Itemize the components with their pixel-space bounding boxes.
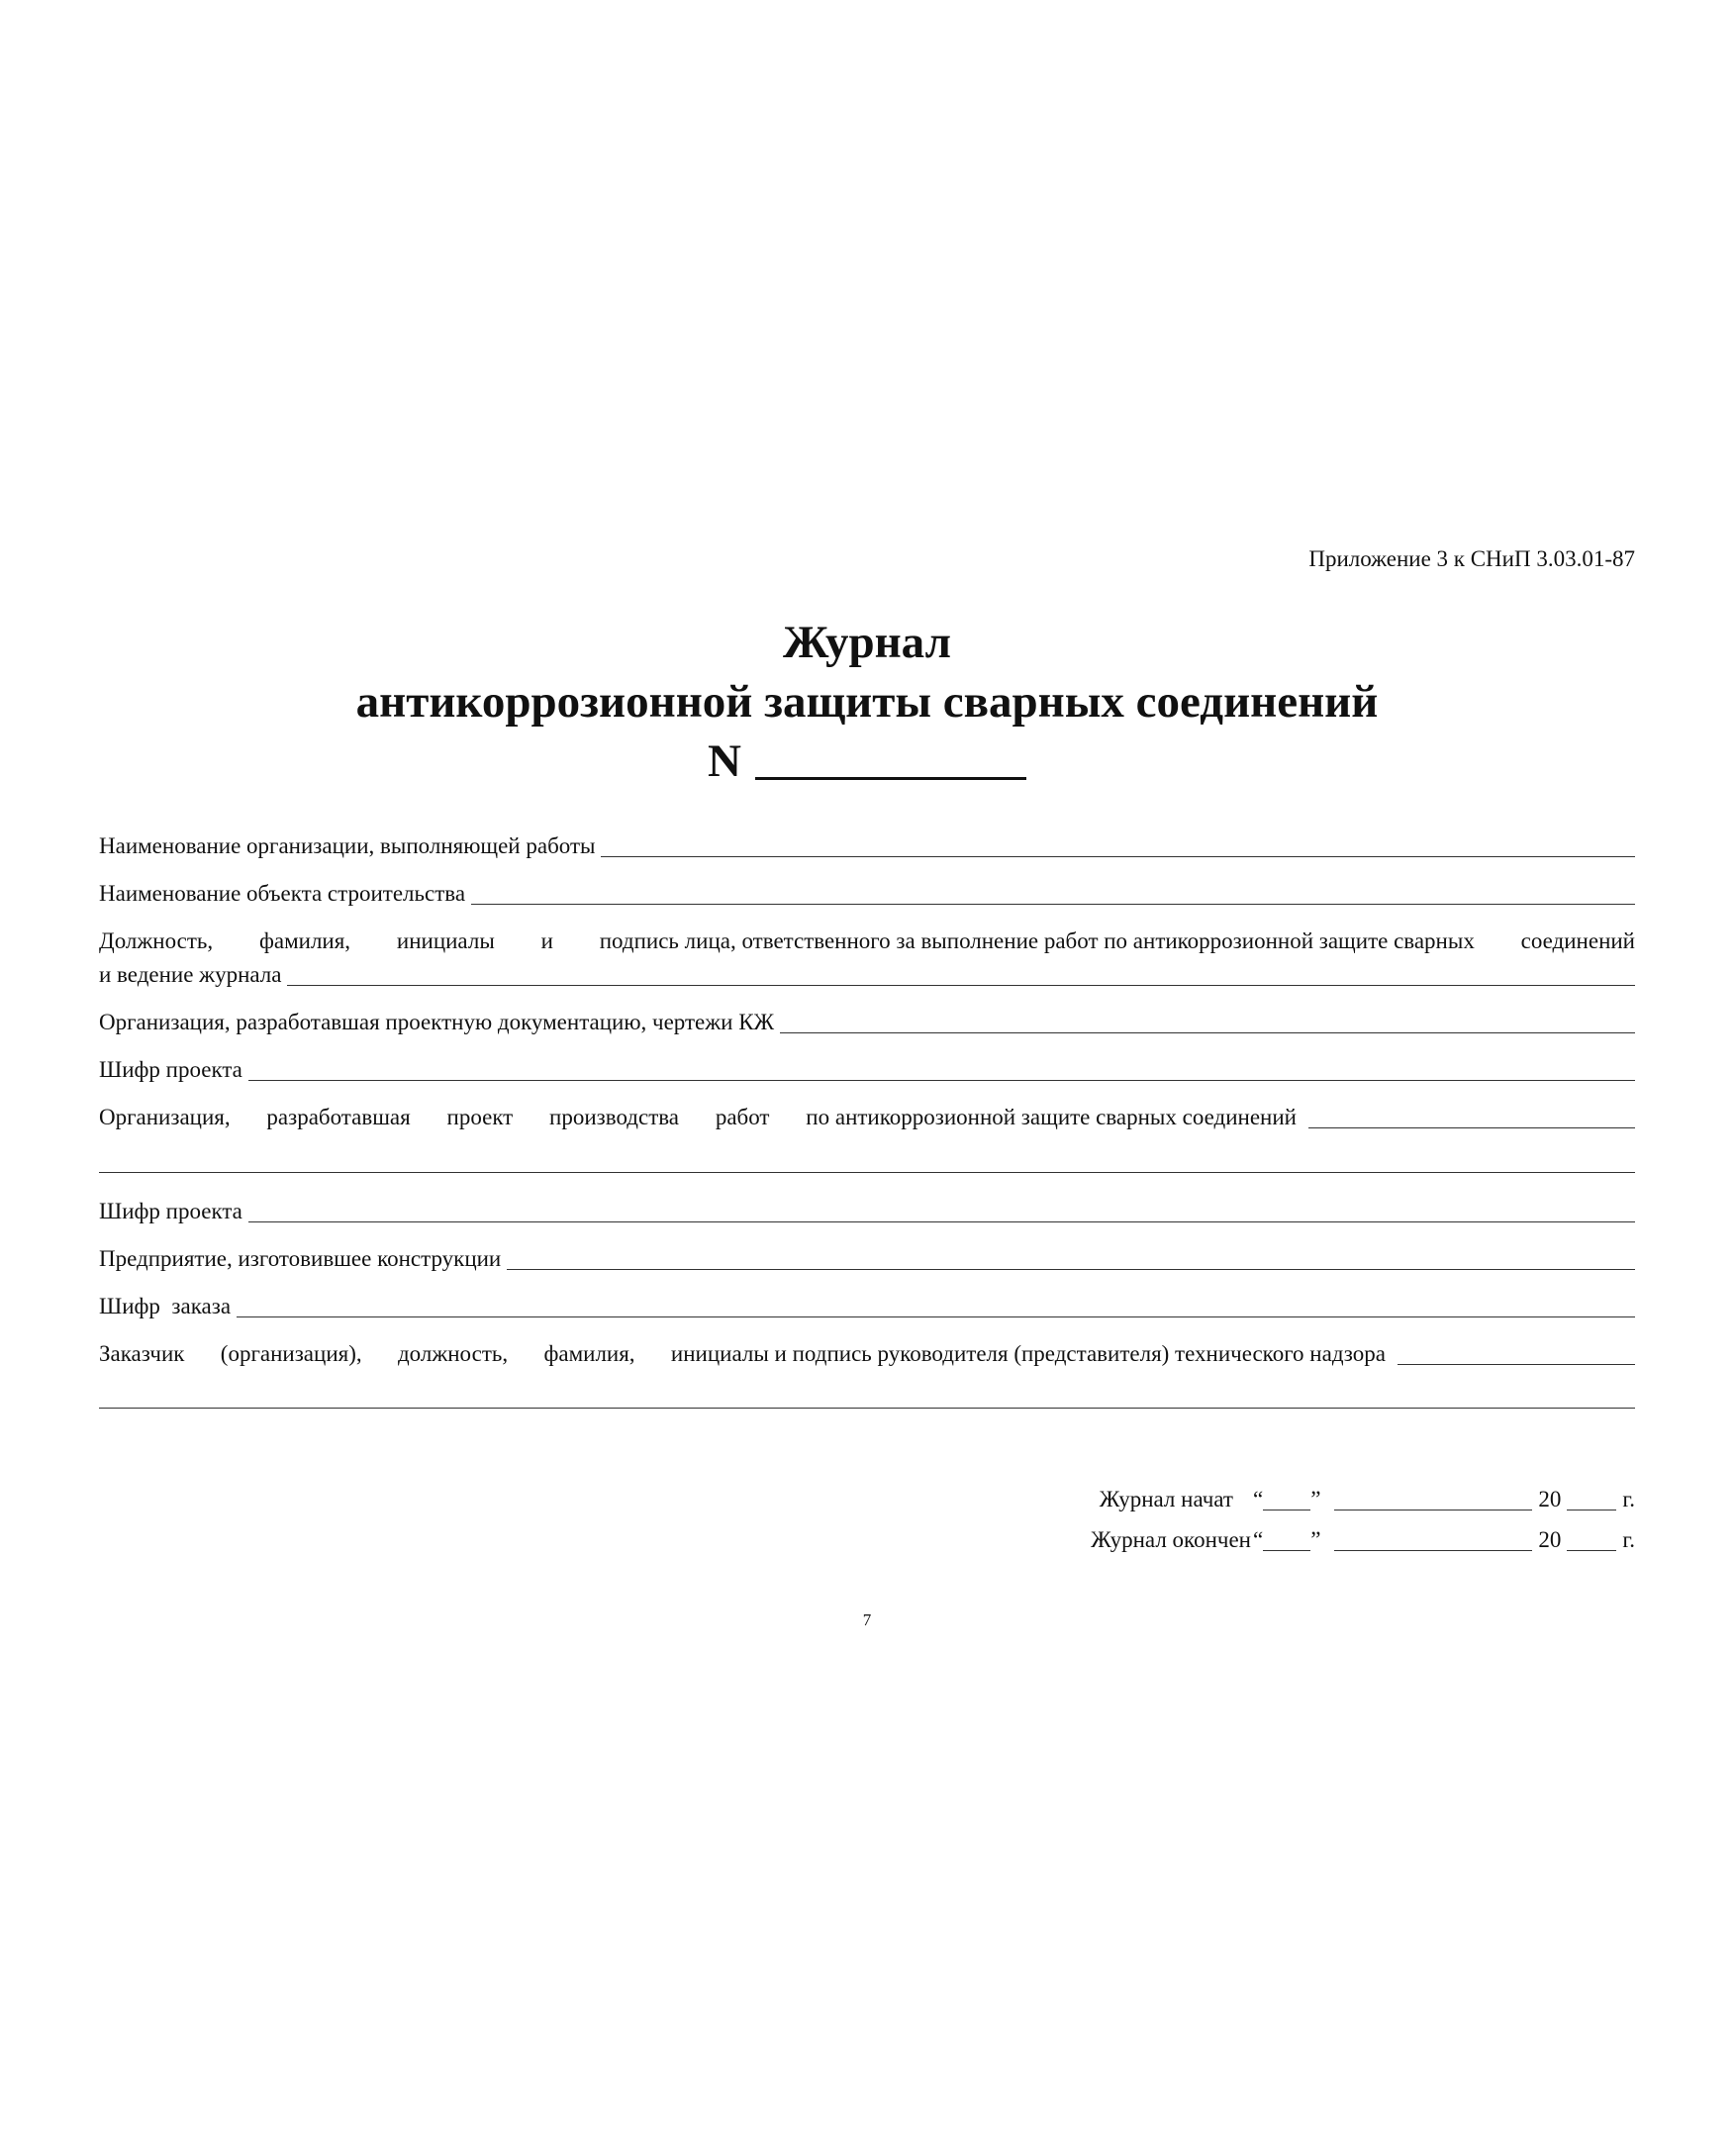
number-label: N: [708, 735, 741, 787]
field-responsible-line1: [99, 928, 1635, 954]
field-blank[interactable]: [287, 984, 1635, 986]
field-label: и ведение журнала: [99, 962, 282, 987]
field-object-name: [99, 881, 1635, 907]
year-blank[interactable]: [1567, 1509, 1616, 1511]
field-label: Предприятие, изготовившее конструкции: [99, 1246, 502, 1271]
field-project-code-1: [99, 1057, 1635, 1083]
field-blank[interactable]: [248, 1079, 1635, 1081]
number-blank[interactable]: [755, 737, 1026, 780]
field-label: Наименование организации, выполняющей работы: [99, 833, 596, 858]
field-label-word: инициалы и подпись руководителя (представителя) технического надзора: [670, 1341, 1386, 1366]
close-quote: ”: [1310, 1487, 1321, 1511]
field-blank[interactable]: [471, 903, 1635, 905]
field-label-word: подпись лица, ответственного за выполнение работ по антикоррозионной защите сварных: [599, 928, 1475, 953]
field-label: [99, 1105, 1308, 1130]
field-label: Организация, разработавшая проектную документацию, чертежи КЖ: [99, 1010, 775, 1034]
field-label-word: должность,: [397, 1341, 509, 1366]
century-label: 20: [1538, 1487, 1562, 1511]
year-suffix: г.: [1622, 1487, 1635, 1511]
field-label-word: фамилия,: [543, 1341, 635, 1366]
field-label: Шифр проекта: [99, 1057, 242, 1082]
field-label: Шифр проекта: [99, 1199, 242, 1223]
field-blank[interactable]: [248, 1220, 1635, 1222]
field-ppr-org: [99, 1105, 1635, 1130]
field-label-word: Заказчик: [99, 1341, 185, 1366]
century-label: 20: [1538, 1527, 1562, 1552]
day-blank[interactable]: [1263, 1549, 1310, 1551]
field-project-code-2: [99, 1199, 1635, 1224]
field-org-performer: [99, 833, 1635, 859]
journal-ended-label: Журнал окончен: [1091, 1527, 1251, 1552]
field-blank[interactable]: [237, 1316, 1635, 1317]
field-label-word: и: [540, 928, 553, 953]
field-customer: [99, 1341, 1635, 1367]
month-blank[interactable]: [1334, 1549, 1532, 1551]
day-blank[interactable]: [1263, 1509, 1310, 1511]
journal-subtitle: антикоррозионной защиты сварных соединений: [355, 676, 1379, 728]
field-blank[interactable]: [1398, 1363, 1635, 1365]
field-blank[interactable]: [1308, 1126, 1635, 1128]
field-label-word: (организация),: [220, 1341, 362, 1366]
field-label-word: Должность,: [99, 928, 214, 953]
year-suffix: г.: [1622, 1527, 1635, 1552]
field-blank[interactable]: [507, 1268, 1635, 1270]
open-quote: “: [1252, 1527, 1264, 1552]
journal-started-label: Журнал начат: [1099, 1487, 1233, 1511]
field-label-word: Организация,: [99, 1105, 231, 1129]
field-order-code: [99, 1294, 1635, 1319]
journal-started-row: [1100, 1487, 1635, 1512]
field-customer-extra-blank[interactable]: [99, 1408, 1635, 1409]
field-label-word: по антикоррозионной защите сварных соединений: [806, 1105, 1297, 1129]
document-page: [99, 0, 1635, 2144]
field-label-word: проект: [446, 1105, 514, 1129]
field-label-word: производства: [549, 1105, 680, 1129]
month-blank[interactable]: [1334, 1509, 1532, 1511]
page-number: 7: [862, 1610, 872, 1629]
journal-title: Журнал: [783, 617, 951, 668]
journal-number: [99, 734, 1635, 788]
field-design-org: [99, 1010, 1635, 1035]
open-quote: “: [1252, 1487, 1264, 1511]
field-label: [99, 1341, 1398, 1367]
field-responsible-line2: [99, 962, 1635, 988]
field-label-word: фамилия,: [258, 928, 351, 953]
journal-ended-row: [1091, 1527, 1635, 1553]
field-label-word: разработавшая: [266, 1105, 411, 1129]
field-blank[interactable]: [780, 1031, 1635, 1033]
field-label: Наименование объекта строительства: [99, 881, 466, 906]
field-manufacturer: [99, 1246, 1635, 1272]
field-blank[interactable]: [601, 855, 1635, 857]
appendix-reference: Приложение 3 к СНиП 3.03.01-87: [1308, 546, 1635, 571]
field-label-word: работ: [715, 1105, 770, 1129]
close-quote: ”: [1310, 1527, 1321, 1552]
field-label-word: соединений: [1520, 928, 1635, 953]
field-ppr-org-extra-blank[interactable]: [99, 1172, 1635, 1173]
year-blank[interactable]: [1567, 1549, 1616, 1551]
field-label-word: инициалы: [396, 928, 495, 953]
field-label: Шифр заказа: [99, 1294, 232, 1318]
